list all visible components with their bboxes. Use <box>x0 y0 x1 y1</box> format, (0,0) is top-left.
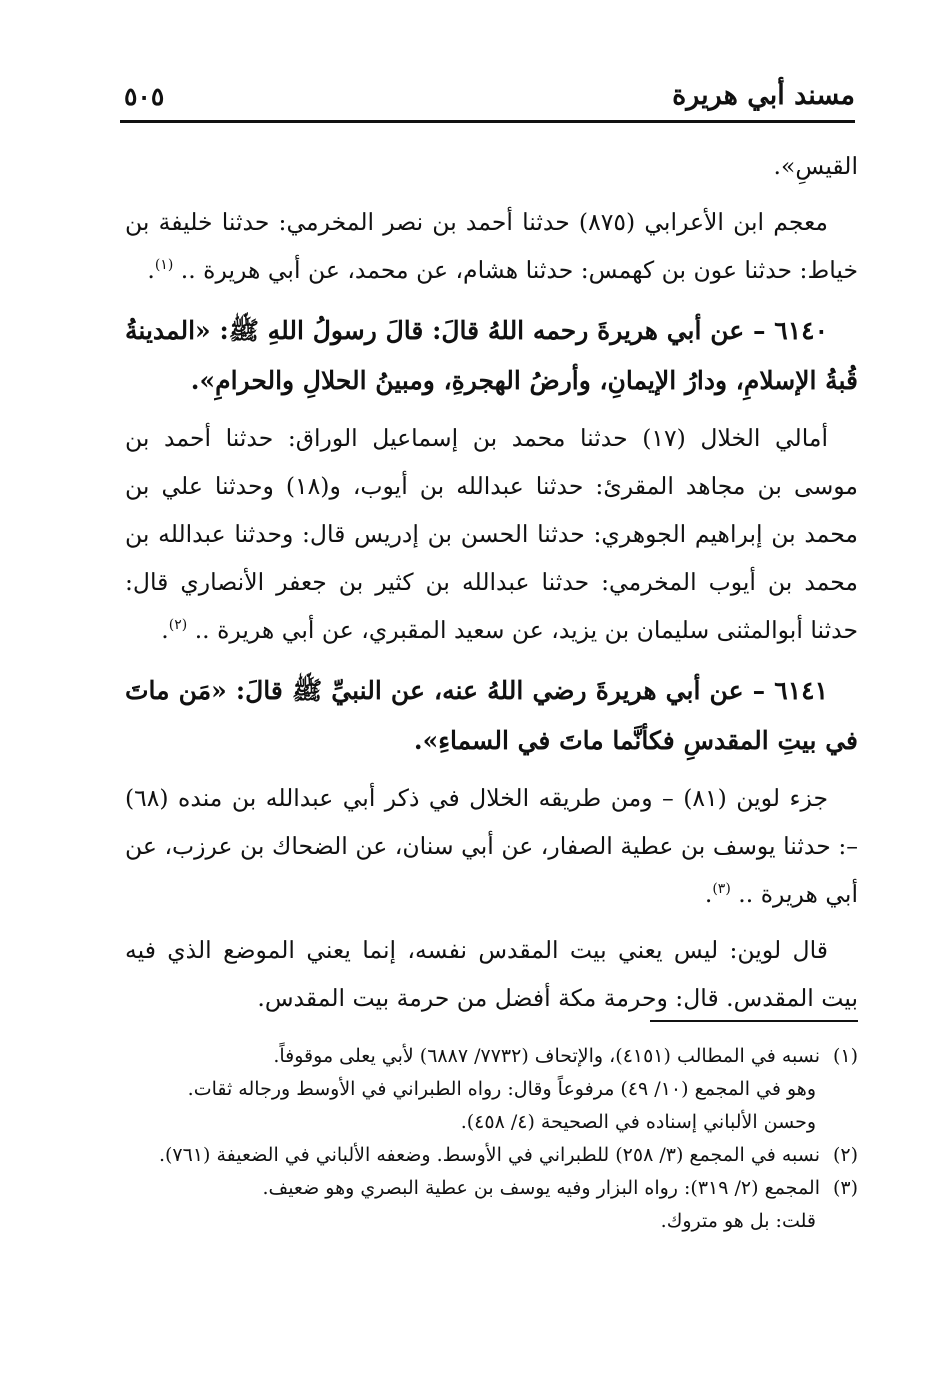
running-title: مسند أبي هريرة <box>672 80 855 111</box>
commentary-paragraph: قال لوين: ليس يعني بيت المقدس نفسه، إنما يعني الموضع الذي فيه بيت المقدس. قال: وحرمة مكة أفضل من حرمة بيت المقدس. <box>125 936 858 1012</box>
footnote-number: (١) <box>832 1045 858 1067</box>
footnote-1-line: وهو في المجمع (١٠/ ٤٩) مرفوعاً وقال: رواه الطبراني في الأوسط ورجاله ثقات. <box>187 1078 816 1100</box>
source-paragraph: جزء لوين (٨١) – ومن طريقه الخلال في ذكر أبي عبدالله بن منده (٦٨) –: حدثنا يوسف بن عطية الصفار، عن أبي سنان، عن الضحاك بن عرزب، عن أبي هريرة .. $^{(٣)}$. <box>125 784 858 908</box>
footnote-number: (٢) <box>832 1144 858 1166</box>
hadith-text: ٦١٤٠ – عن أبي هريرةَ رحمه اللهُ قالَ: قالَ رسولُ اللهِ ﷺ: «المدينةُ قُبةُ الإسلامِ، ودارُ الإيمانِ، وأرضُ الهجرةِ، ومبينُ الحلالِ والحرامِ». <box>125 316 858 395</box>
footnote-number: (٣) <box>832 1177 858 1199</box>
hadith-text: ٦١٤١ – عن أبي هريرةَ رضي اللهُ عنه، عن النبيِّ ﷺ قالَ: «مَن ماتَ في بيتِ المقدسِ فكأنَّما ماتَ في السماءِ». <box>125 676 858 755</box>
footnote-3-line: قلت: بل هو متروك. <box>660 1210 816 1232</box>
footnote-2: (٢)نسبه في المجمع (٣/ ٢٥٨) للطبراني في الأوسط. وضعفه الألباني في الضعيفة (٧٦١). <box>140 1139 858 1172</box>
footnote-ref: (٣) <box>712 881 731 898</box>
footnote-3: (٣)المجمع (٢/ ٣١٩): رواه البزار وفيه يوسف بن عطية البصري وهو ضعيف. <box>140 1172 858 1205</box>
running-header <box>120 70 855 123</box>
footnotes <box>140 1040 858 1238</box>
footnote-1-line: وحسن الألباني إسناده في الصحيحة (٤/ ٤٥٨). <box>460 1111 816 1133</box>
footnote-1: (١)نسبه في المطالب (٤١٥١)، والإتحاف (٧٧٣٢/ ٦٨٨٧) لأبي يعلى موقوفاً. <box>140 1040 858 1073</box>
source-paragraph: أمالي الخلال (١٧) حدثنا محمد بن إسماعيل الوراق: حدثنا أحمد بن موسى بن مجاهد المقرئ: حدثنا عبدالله بن أيوب، و(١٨) وحدثنا علي بن محمد بن إبراهيم الجوهري: حدثنا الحسن بن إدريس قال: وحدثنا عبدالله بن محمد بن أيوب المخرمي: حدثنا عبدالله بن كثير بن جعفر الأنصاري قال: حدثنا أبوالمثنى سليمان بن يزيد، عن سعيد المقبري، عن أبي هريرة .. $^{(٢)}$. <box>125 424 858 644</box>
source-paragraph: معجم ابن الأعرابي (٨٧٥) حدثنا أحمد بن نصر المخرمي: حدثنا خليفة بن خياط: حدثنا عون بن كهمس: حدثنا هشام، عن محمد، عن أبي هريرة .. $^{(١)}$. <box>125 208 858 284</box>
main-text <box>125 142 858 1030</box>
page-number: ٥٠٥ <box>124 82 165 111</box>
text-paragraph: القيسِ». <box>773 152 858 180</box>
footnote-separator <box>650 1020 858 1022</box>
footnote-ref: (١) <box>154 257 174 274</box>
footnote-ref: (٢) <box>168 617 188 634</box>
